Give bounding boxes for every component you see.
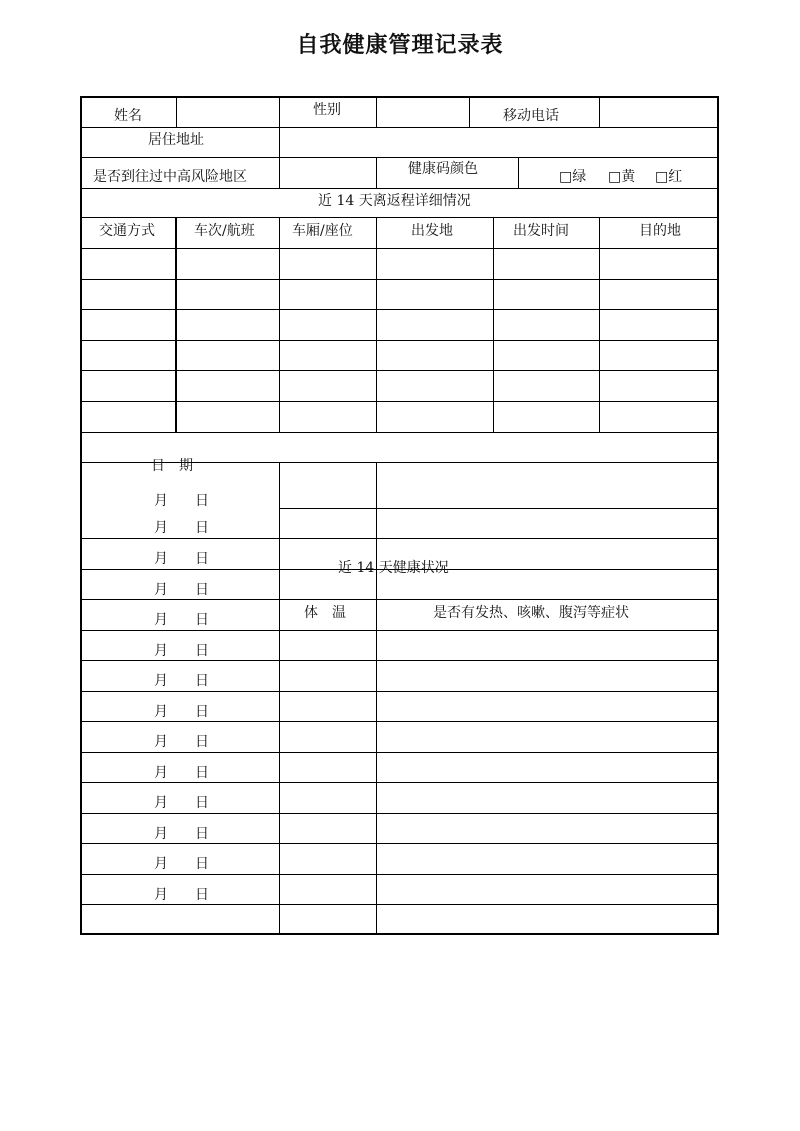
travel-cell[interactable] [177, 371, 279, 401]
row-divider [82, 157, 719, 158]
month-label: 月 [154, 643, 168, 659]
day-label: 日 [195, 673, 209, 689]
day-label: 日 [195, 612, 209, 628]
symptom-field[interactable] [377, 463, 718, 508]
month-label: 月 [154, 856, 168, 872]
symptom-field[interactable] [377, 692, 718, 721]
health-code-label: 健康码颜色 [408, 161, 478, 177]
temperature-field[interactable] [280, 844, 376, 874]
month-label: 月 [154, 734, 168, 750]
travel-cell[interactable] [177, 341, 279, 371]
symptom-field[interactable] [377, 722, 718, 752]
health-section-title: 近 14 天健康状况 [338, 560, 449, 576]
month-label: 月 [154, 551, 168, 567]
travel-cell[interactable] [82, 402, 175, 432]
symptom-field[interactable] [377, 600, 718, 630]
travel-cell[interactable] [280, 371, 376, 401]
travel-cell[interactable] [82, 371, 175, 401]
month-label: 月 [154, 520, 168, 536]
travel-cell[interactable] [82, 310, 175, 340]
address-label: 居住地址 [148, 132, 204, 148]
travel-cell[interactable] [600, 310, 718, 340]
temperature-field[interactable] [280, 463, 376, 508]
symptom-field[interactable] [377, 661, 718, 691]
col-departure-time: 出发时间 [513, 223, 569, 239]
travel-cell[interactable] [280, 402, 376, 432]
row-divider [82, 432, 719, 433]
temperature-field[interactable] [280, 600, 376, 630]
travel-cell[interactable] [494, 371, 599, 401]
name-field[interactable] [177, 99, 278, 127]
day-label: 日 [195, 765, 209, 781]
travel-cell[interactable] [280, 249, 376, 279]
travel-cell[interactable] [600, 371, 718, 401]
col-transport: 交通方式 [99, 223, 155, 239]
travel-cell[interactable] [177, 402, 279, 432]
month-label: 月 [154, 493, 168, 509]
travel-cell[interactable] [494, 249, 599, 279]
column-divider [376, 157, 377, 188]
day-label: 日 [195, 551, 209, 567]
travel-cell[interactable] [82, 249, 175, 279]
travel-cell[interactable] [177, 310, 279, 340]
risk-area-field[interactable] [280, 158, 375, 188]
travel-cell[interactable] [280, 310, 376, 340]
month-label: 月 [154, 887, 168, 903]
day-label: 日 [195, 856, 209, 872]
day-label: 日 [195, 887, 209, 903]
symptom-field[interactable] [377, 539, 718, 569]
code-option-green[interactable]: □绿 [559, 169, 587, 185]
travel-cell[interactable] [377, 310, 493, 340]
travel-cell[interactable] [494, 310, 599, 340]
day-label: 日 [195, 704, 209, 720]
symptom-field[interactable] [377, 631, 718, 660]
temperature-field[interactable] [280, 722, 376, 752]
day-label: 日 [195, 795, 209, 811]
day-label: 日 [195, 734, 209, 750]
travel-cell[interactable] [494, 341, 599, 371]
travel-cell[interactable] [600, 249, 718, 279]
symptom-field[interactable] [377, 783, 718, 813]
code-option-red[interactable]: □红 [655, 169, 683, 185]
phone-label: 移动电话 [503, 108, 559, 124]
travel-cell[interactable] [377, 402, 493, 432]
month-label: 月 [154, 582, 168, 598]
temperature-field[interactable] [280, 661, 376, 691]
form-title: 自我健康管理记录表 [296, 33, 504, 58]
travel-cell[interactable] [82, 341, 175, 371]
temperature-field[interactable] [280, 783, 376, 813]
symptom-field[interactable] [377, 570, 718, 599]
symptom-field[interactable] [377, 875, 718, 904]
row-divider [82, 217, 719, 218]
travel-cell[interactable] [377, 249, 493, 279]
row-divider [82, 904, 719, 905]
travel-cell[interactable] [377, 371, 493, 401]
month-label: 月 [154, 612, 168, 628]
day-label: 日 [195, 826, 209, 842]
month-label: 月 [154, 795, 168, 811]
travel-cell[interactable] [377, 341, 493, 371]
symptom-header: 是否有发热、咳嗽、腹泻等症状 [433, 605, 629, 621]
travel-cell[interactable] [177, 249, 279, 279]
temperature-header: 体 温 [304, 605, 346, 621]
travel-cell[interactable] [494, 402, 599, 432]
month-label: 月 [154, 673, 168, 689]
symptom-field[interactable] [377, 753, 718, 782]
name-label: 姓名 [114, 108, 142, 124]
code-option-yellow[interactable]: □黄 [608, 169, 636, 185]
column-divider [469, 98, 470, 127]
travel-cell[interactable] [600, 341, 718, 371]
temperature-field[interactable] [280, 631, 376, 660]
travel-cell[interactable] [600, 402, 718, 432]
col-departure-place: 出发地 [411, 223, 453, 239]
temperature-field[interactable] [280, 814, 376, 843]
temperature-field[interactable] [280, 753, 376, 782]
address-field[interactable] [280, 128, 718, 157]
temperature-field[interactable] [280, 509, 376, 538]
temperature-field[interactable] [280, 692, 376, 721]
column-divider [518, 157, 519, 188]
travel-cell[interactable] [494, 280, 599, 310]
row-divider [82, 188, 719, 189]
temperature-field[interactable] [280, 875, 376, 904]
gender-field[interactable] [377, 99, 468, 127]
temperature-field[interactable] [280, 539, 376, 569]
travel-cell[interactable] [177, 280, 279, 310]
symptom-field[interactable] [377, 814, 718, 843]
phone-field[interactable] [600, 99, 718, 127]
symptom-field[interactable] [377, 509, 718, 538]
month-label: 月 [154, 765, 168, 781]
travel-cell[interactable] [600, 280, 718, 310]
travel-cell[interactable] [280, 341, 376, 371]
day-label: 日 [195, 582, 209, 598]
col-destination: 目的地 [639, 223, 681, 239]
day-label: 日 [195, 520, 209, 536]
travel-cell[interactable] [280, 280, 376, 310]
symptom-field[interactable] [377, 844, 718, 874]
date-header: 日 期 [151, 458, 193, 474]
month-label: 月 [154, 826, 168, 842]
month-label: 月 [154, 704, 168, 720]
day-label: 日 [195, 493, 209, 509]
risk-area-label: 是否到往过中高风险地区 [93, 169, 247, 185]
gender-label: 性别 [313, 102, 341, 118]
day-label: 日 [195, 643, 209, 659]
travel-cell[interactable] [377, 280, 493, 310]
col-train-flight: 车次/航班 [194, 223, 255, 239]
travel-section-title: 近 14 天离返程详细情况 [318, 193, 471, 209]
temperature-field[interactable] [280, 570, 376, 599]
health-record-form [80, 96, 719, 935]
col-carriage-seat: 车厢/座位 [292, 223, 353, 239]
travel-cell[interactable] [82, 280, 175, 310]
